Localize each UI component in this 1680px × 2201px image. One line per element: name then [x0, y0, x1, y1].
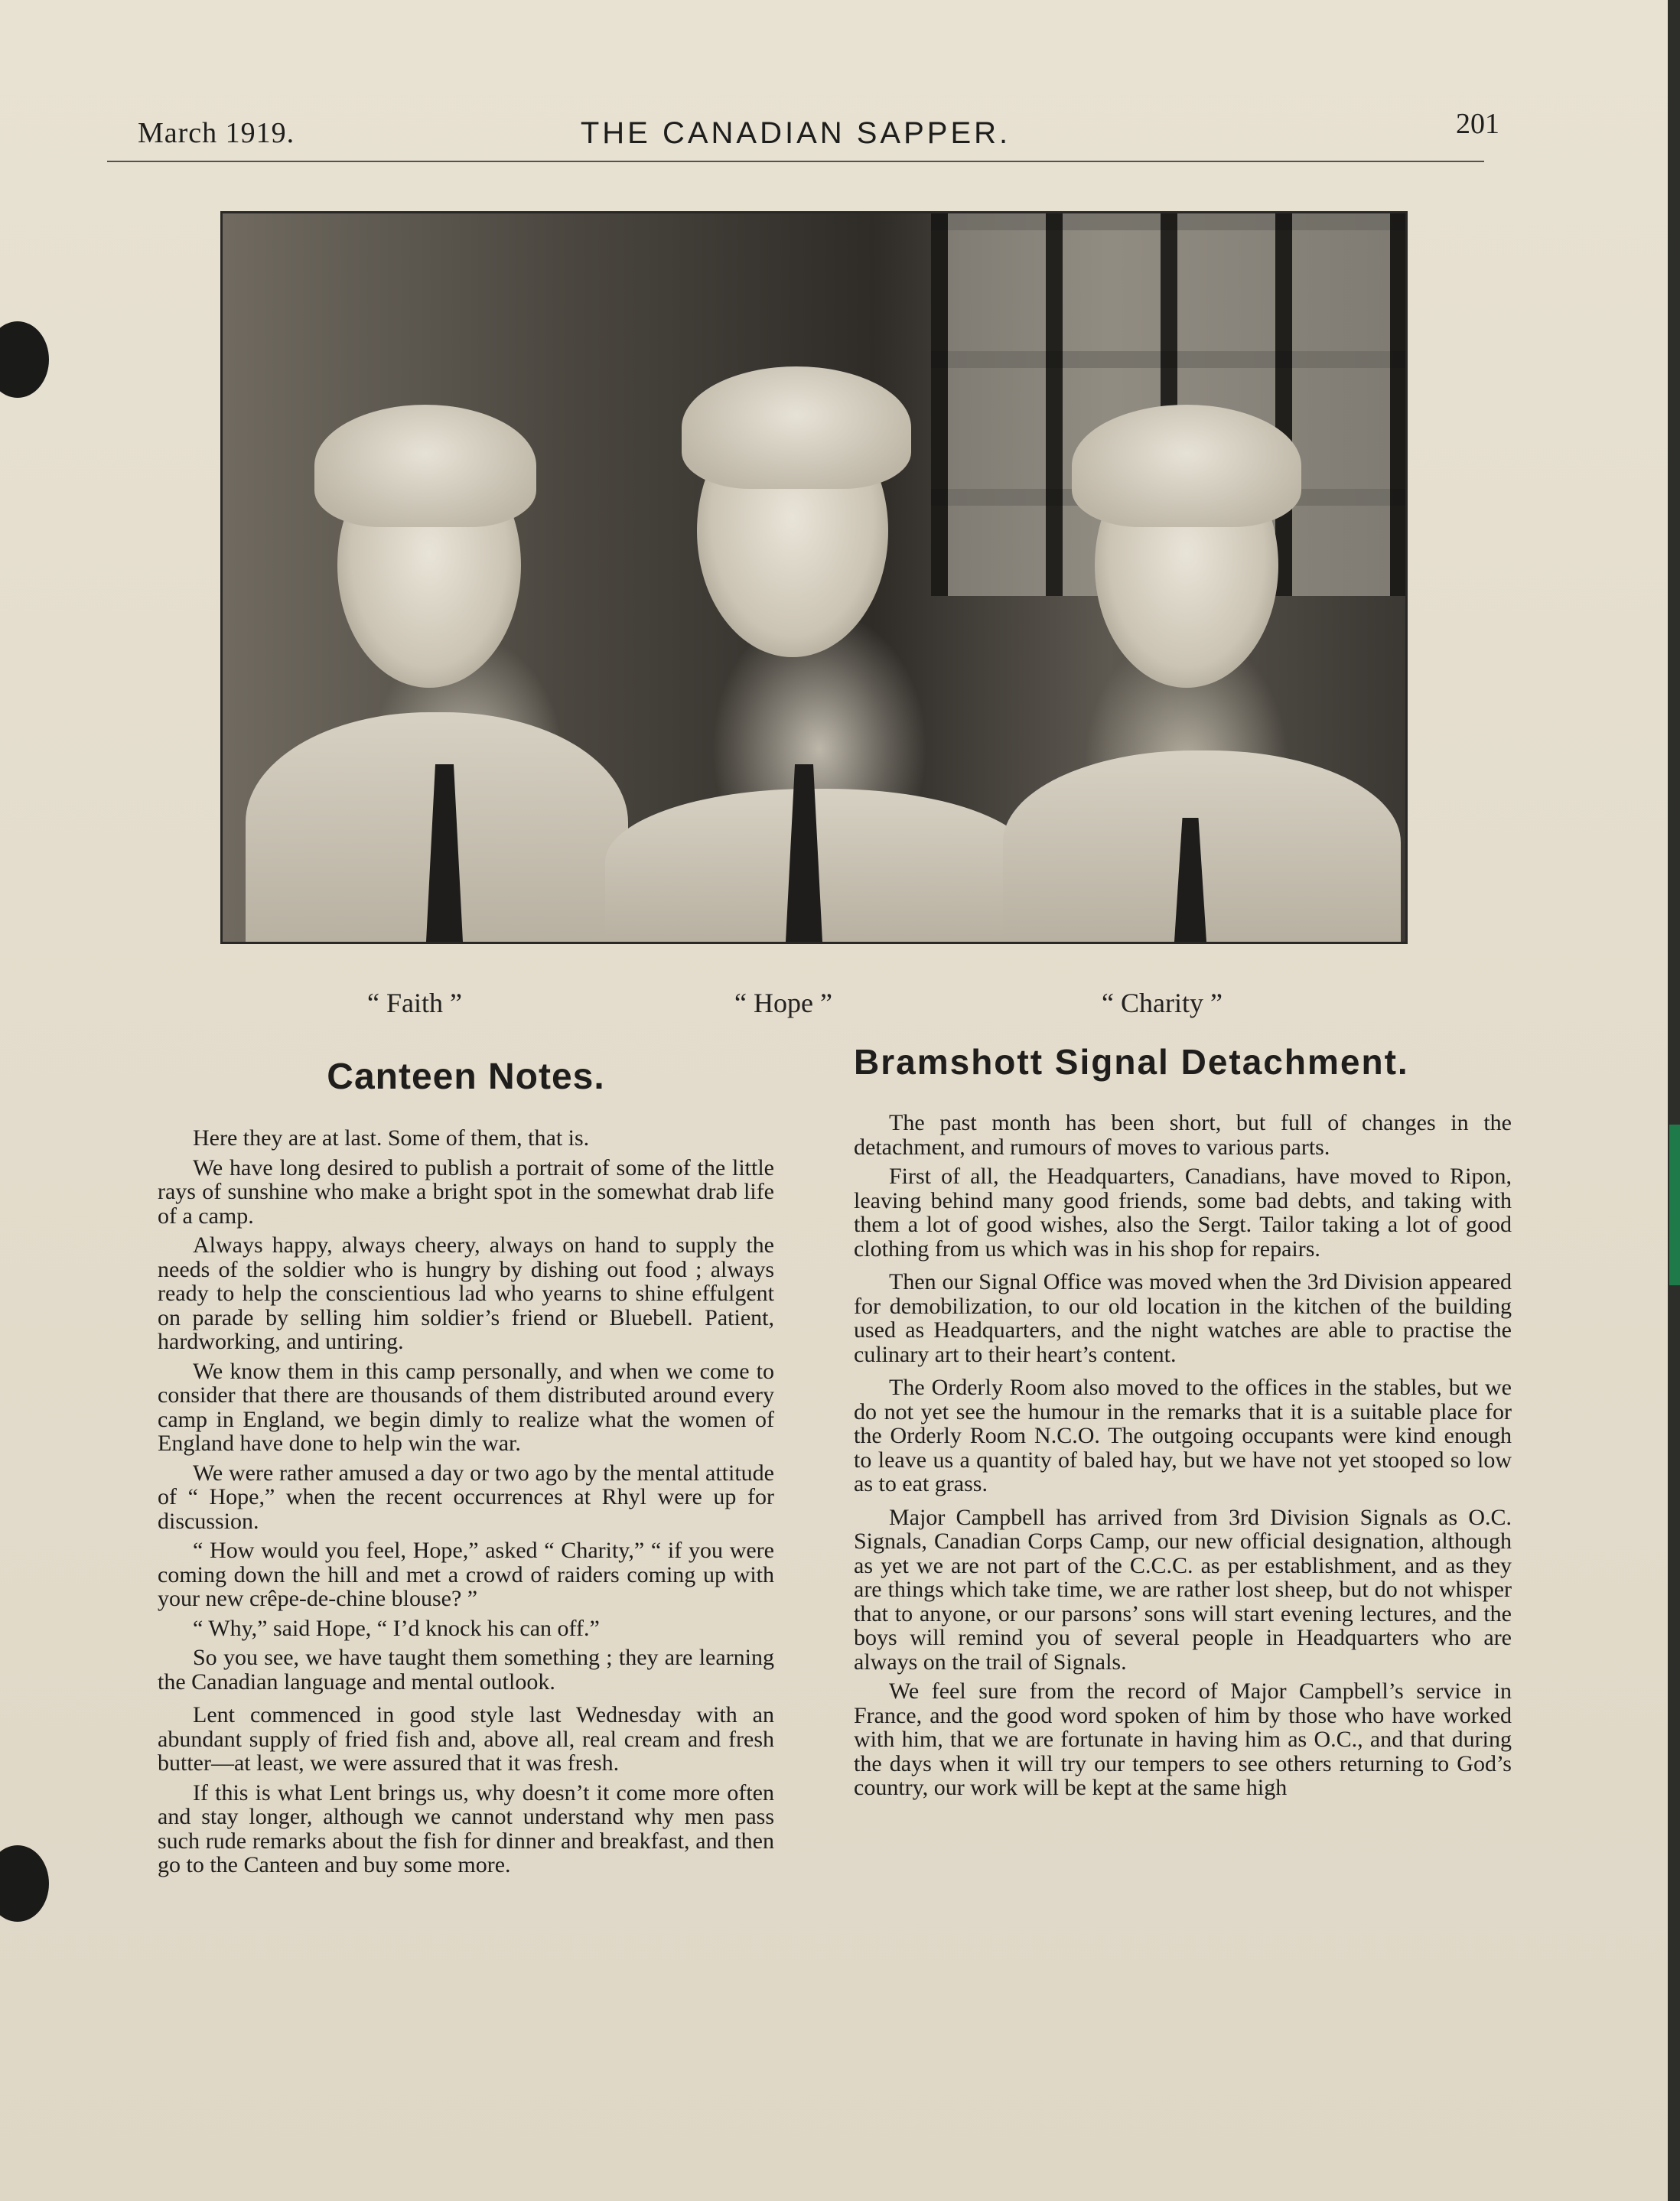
photo-caption-faith: “ Faith ” [367, 988, 462, 1018]
journal-title: THE CANADIAN SAPPER. [580, 116, 1011, 150]
article-paragraph: First of all, the Headquarters, Canadians, have moved to Ripon, leaving behind many good friends, some bad debts, and taking with them a lot of good wishes, also the Sergt. Tailor taking a lot of good clothing from us which was in his shop for repairs. [854, 1164, 1512, 1262]
issue-date: March 1919. [138, 117, 295, 149]
article-paragraph: We know them in this camp personally, and when we come to consider that there are thousands of them distributed around every camp in England, we begin dimly to realize what the women of England have done to help win the war. [158, 1358, 774, 1456]
article-paragraph: Then our Signal Office was moved when the 3rd Division appeared for demobilization, to our old location in the kitchen of the building used as Headquarters, and the night watches are able to practise the culinary art to their heart’s content. [854, 1269, 1512, 1367]
article-paragraph: “ How would you feel, Hope,” asked “ Charity,” “ if you were coming down the hill and met a crowd of raiders coming up with your new crêpe-de-chine blouse? ” [158, 1538, 774, 1611]
page-number: 201 [1456, 108, 1499, 140]
article-paragraph: The Orderly Room also moved to the offices in the stables, but we do not yet see the humour in the remarks that it is a suitable place for the Orderly Room N.C.O. The outgoing occupants were kind enough to leave us a quantity of baled hay, but we have not yet stooped so low as to eat grass. [854, 1375, 1512, 1496]
green-tab-marker [1669, 1125, 1680, 1285]
bramshott-signal-detachment-article [854, 1040, 1512, 1805]
photo-cap [1072, 405, 1301, 527]
article-paragraph: We have long desired to publish a portrait of some of the little rays of sunshine who make a bright spot in the somewhat drab life of a camp. [158, 1154, 774, 1229]
photograph-three-canteen-workers [220, 211, 1408, 944]
article-paragraph: So you see, we have taught them something ; they are learning the Canadian language and mental outlook. [158, 1645, 774, 1695]
article-paragraph: Major Campbell has arrived from 3rd Division Signals as O.C. Signals, Canadian Corps Camp, our new official designation, although as yet we are not part of the C.C.C. as per establishment, and as they are things which take time, we are rather lost sheep, but do not whisper that to anyone, or our parsons’ sons will start evening lectures, and the boys will remind you of several people in Headquarters who are always on the trail of Signals. [854, 1504, 1512, 1675]
article-title: Canteen Notes. [327, 1057, 605, 1097]
canteen-notes-article [158, 1056, 774, 1883]
punch-hole [0, 1845, 49, 1922]
punch-hole [0, 321, 49, 398]
photo-cap [314, 405, 536, 527]
article-paragraph: Here they are at last. Some of them, that is. [193, 1125, 590, 1151]
article-title: Bramshott Signal Detachment. [854, 1042, 1409, 1082]
photo-cap [682, 366, 911, 489]
article-paragraph: “ Why,” said Hope, “ I’d knock his can off.” [193, 1615, 600, 1641]
article-paragraph: We feel sure from the record of Major Campbell’s service in France, and the good word spoken of him by those who have worked with him, that we are fortunate in having him as O.C., and that during the days when it will try our tempers to see others returning to God’s country, our work will be kept at the same high [854, 1678, 1512, 1800]
header-rule [107, 161, 1484, 162]
article-paragraph: The past month has been short, but full of changes in the detachment, and rumours of moves to various parts. [854, 1110, 1512, 1160]
photo-caption-hope: “ Hope ” [734, 988, 832, 1018]
binding-edge [1668, 0, 1680, 2201]
article-paragraph: Always happy, always cheery, always on hand to supply the needs of the soldier who is hungry by dishing out food ; always ready to help the conscientious lad who yearns to shine effulgent on parade by selling him soldier’s friend or Bluebell. Patient, hardworking, and untiring. [158, 1232, 774, 1354]
page-header [138, 107, 1499, 153]
article-paragraph: Lent commenced in good style last Wednesday with an abundant supply of fried fish and, above all, real cream and fresh butter—at least, we were assured that it was fresh. [158, 1702, 774, 1776]
photo-caption-charity: “ Charity ” [1102, 988, 1223, 1018]
article-paragraph: If this is what Lent brings us, why doesn’t it come more often and stay longer, although we cannot understand why men pass such rude remarks about the fish for dinner and breakfast, and then go to the Canteen and buy some more. [158, 1779, 774, 1877]
article-paragraph: We were rather amused a day or two ago by the mental attitude of “ Hope,” when the recent occurrences at Rhyl were up for discussion. [158, 1460, 774, 1534]
